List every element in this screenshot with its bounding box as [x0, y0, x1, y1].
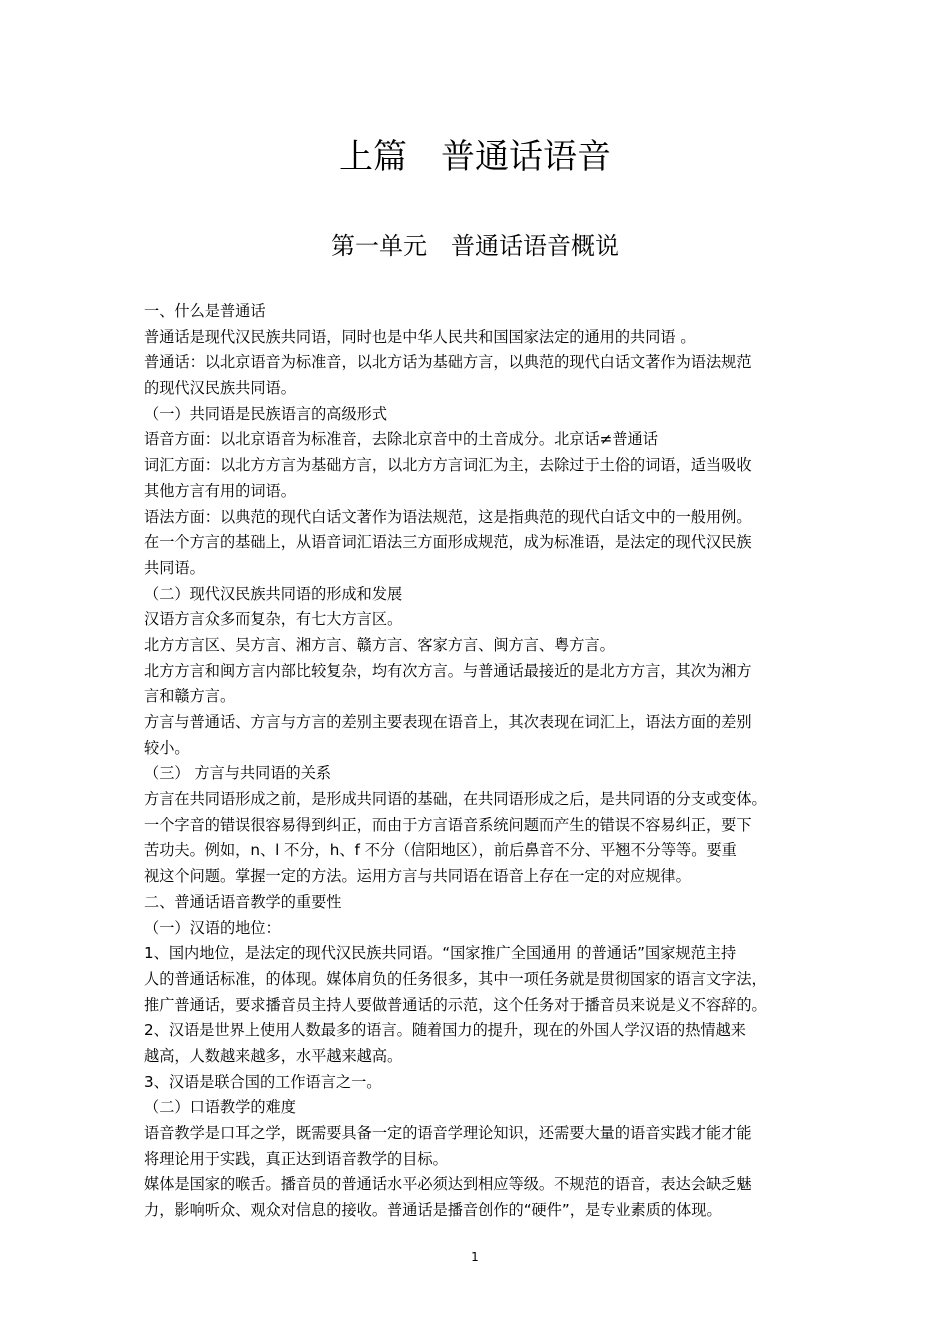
text-line: 二、普通话语音教学的重要性 — [144, 892, 342, 911]
text-line: 汉语方言众多而复杂，有七大方言区。 — [144, 610, 403, 629]
text-line: 普通话：以北京语音为标准音，以北方话为基础方言，以典范的现代白话文著作为语法规范 — [144, 353, 752, 372]
text-line: 的现代汉民族共同语。 — [144, 379, 296, 398]
text-line: 其他方言有用的词语。 — [144, 481, 296, 500]
text-line: 北方方言和闽方言内部比较复杂，均有次方言。与普通话最接近的是北方方言，其次为湘方 — [144, 661, 752, 680]
text-line: （三） 方言与共同语的关系 — [144, 764, 332, 783]
unit-title: 第一单元 普通话语音概说 — [331, 232, 619, 260]
text-line: 视这个问题。掌握一定的方法。运用方言与共同语在语音上存在一定的对应规律。 — [144, 867, 691, 886]
text-line: 力，影响听众、观众对信息的接收。普通话是播音创作的“硬件”，是专业素质的体现。 — [144, 1201, 722, 1220]
text-line: 普通话是现代汉民族共同语，同时也是中华人民共和国国家法定的通用的共同语 。 — [144, 327, 696, 346]
text-line: 言和赣方言。 — [144, 687, 236, 706]
text-line: 语音方面：以北京语音为标准音，去除北京音中的土音成分。北京话≠普通话 — [144, 430, 658, 449]
text-line: 方言与普通话、方言与方言的差别主要表现在语音上，其次表现在词汇上，语法方面的差别 — [144, 713, 752, 731]
text-line: 越高，人数越来越多，水平越来越高。 — [144, 1046, 403, 1065]
text-line: 方言在共同语形成之前，是形成共同语的基础，在共同语形成之后，是共同语的分支或变体。 — [144, 790, 767, 809]
text-line: 3、汉语是联合国的工作语言之一。 — [144, 1072, 382, 1091]
text-line: 一个字音的错误很容易得到纠正，而由于方言语音系统问题而产生的错误不容易纠正，要下 — [144, 815, 752, 834]
text-line: （二）现代汉民族共同语的形成和发展 — [144, 584, 403, 603]
text-line: 苦功夫。例如，n、l 不分，h、f 不分（信阳地区），前后鼻音不分、平翘不分等等。要重 — [144, 841, 737, 860]
document-title: 上篇 普通话语音 — [339, 137, 611, 177]
text-line: 人的普通话标准，的体现。媒体肩负的任务很多，其中一项任务就是贯彻国家的语言文字法， — [144, 969, 767, 988]
text-line: 较小。 — [144, 738, 190, 757]
text-line: （二）口语教学的难度 — [144, 1098, 296, 1117]
text-line: 将理论用于实践，真正达到语音教学的目标。 — [144, 1149, 448, 1168]
page-number: 1 — [471, 1250, 479, 1264]
text-line: 推广普通话，要求播音员主持人要做普通话的示范，这个任务对于播音员来说是义不容辞的。 — [144, 995, 767, 1014]
body-text — [144, 299, 810, 1224]
text-line: 共同语。 — [144, 558, 205, 577]
text-line: （一）共同语是民族语言的高级形式 — [144, 404, 387, 423]
text-line: 在一个方言的基础上，从语音词汇语法三方面形成规范，成为标准语，是法定的现代汉民族 — [144, 533, 752, 552]
text-line: 2、汉语是世界上使用人数最多的语言。随着国力的提升，现在的外国人学汉语的热情越来 — [144, 1021, 746, 1040]
text-line: 一、什么是普通话 — [144, 302, 266, 320]
text-line: 北方方言区、吴方言、湘方言、赣方言、客家方言、闽方言、粤方言。 — [144, 635, 615, 654]
text-line: 媒体是国家的喉舌。播音员的普通话水平必须达到相应等级。不规范的语音，表达会缺乏魅 — [144, 1175, 752, 1194]
text-line: 1、国内地位，是法定的现代汉民族共同语。“国家推广全国通用 的普通话”国家规范主持 — [144, 944, 737, 963]
text-line: 词汇方面：以北方方言为基础方言，以北方方言词汇为主，去除过于土俗的词语，适当吸收 — [144, 456, 752, 475]
text-line: 语法方面：以典范的现代白话文著作为语法规范，这是指典范的现代白话文中的一般用例。 — [144, 507, 752, 526]
text-line: （一）汉语的地位： — [144, 918, 281, 937]
text-line: 语音教学是口耳之学，既需要具备一定的语音学理论知识，还需要大量的语音实践才能才能 — [144, 1124, 752, 1142]
